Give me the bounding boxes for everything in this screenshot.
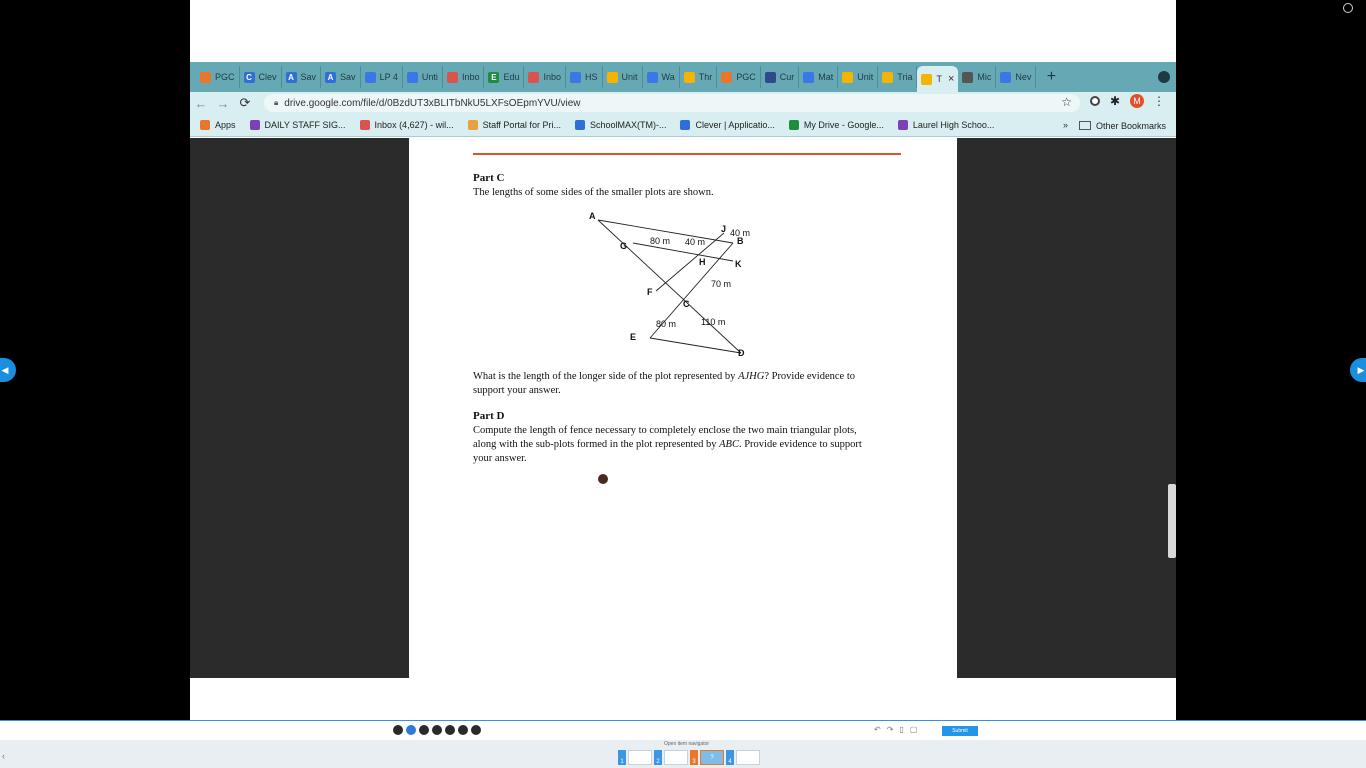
previous-arrow-icon[interactable]: ◀ [0,358,16,382]
page-thumbnail[interactable] [628,750,652,765]
bookmark-favicon-icon [680,120,690,130]
tab-favicon-icon: E [488,72,499,83]
measure-label: 110 m [701,317,726,327]
vertex-label: K [735,259,742,269]
page-number[interactable]: 4 [726,750,734,765]
tab-favicon-icon [365,72,376,83]
vertex-label: G [620,241,628,251]
browser-tab[interactable] [603,66,643,88]
tab-favicon-icon [607,72,618,83]
measure-label: 80 m [656,319,677,329]
tab-label: PGC [736,72,756,82]
question-emphasis: AJHG [738,371,765,382]
tab-favicon-icon: A [286,72,297,83]
new-tab-button[interactable]: + [1046,68,1057,85]
tab-label: HS [585,72,598,82]
bookmark-favicon-icon [468,120,478,130]
pointer-tool-icon[interactable] [393,725,403,735]
browser-tab[interactable] [643,66,680,88]
tab-label: Inbo [461,72,480,82]
browser-tab[interactable] [524,66,566,88]
bookmark-label: DAILY STAFF SIG... [264,120,346,130]
bookmark-item[interactable] [898,120,995,130]
browser-tab[interactable] [958,66,996,88]
part-d-title: Part D [473,410,505,422]
vertex-label: J [721,224,727,234]
browser-tab[interactable] [996,66,1036,88]
tab-favicon-icon [962,72,973,83]
tab-favicon-icon [882,72,893,83]
bookmark-label: SchoolMAX(TM)-... [589,120,667,130]
browser-tab[interactable] [196,66,240,88]
browser-tab[interactable] [282,66,322,88]
item-navigator [0,740,1366,768]
vertex-label: C [683,299,690,309]
tab-favicon-icon [842,72,853,83]
player-toolbar [0,720,1366,740]
browser-tab[interactable] [321,66,361,88]
part-d-body: . Provide evidence to support your answer. [473,439,862,464]
tab-favicon-icon [803,72,814,83]
calculator-icon[interactable]: ▯ [899,725,904,734]
browser-window [190,0,1176,720]
tab-label: Unit [857,72,874,82]
forward-arrow-icon[interactable]: → [216,95,230,111]
part-c-title: Part C [473,172,505,184]
bookmark-item[interactable] [575,120,667,130]
browser-menu-icon[interactable]: ⋮ [1153,94,1165,108]
settings-icon[interactable] [1343,3,1353,13]
tab-label: Inbo [543,72,562,82]
drive-file-viewer [190,138,1176,678]
tab-label: Unit [621,72,638,82]
bookmark-item[interactable] [468,120,561,130]
close-tab-icon[interactable]: × [947,73,955,85]
browser-tab[interactable] [761,66,800,88]
next-arrow-icon[interactable]: ▶ [1350,358,1366,382]
folder-icon [1079,121,1091,130]
browser-tab[interactable] [443,66,485,88]
measure-labels [650,228,750,329]
bookmark-favicon-icon [898,120,908,130]
vertex-label: A [589,211,596,221]
tab-label: Mat [818,72,834,82]
question-text: What is the length of the longer side of the plot represented by [473,371,739,382]
text-tool-icon[interactable] [432,725,442,735]
bookmark-label: Staff Portal for Pri... [482,120,561,130]
bookmark-label: My Drive - Google... [803,120,884,130]
measure-label: 80 m [650,236,671,246]
browser-tab[interactable] [484,66,524,88]
part-d-body: Compute the length of fence necessary to completely enclose the two main triangular plots, along with the sub-plots formed in the plot represented by [473,425,857,450]
browser-tab[interactable] [240,66,282,88]
tab-favicon-icon: C [244,72,255,83]
tab-label: T [936,74,942,84]
tab-favicon-icon [528,72,539,83]
reload-icon[interactable]: ⟳ [239,95,251,110]
part-d-text [473,424,878,466]
tab-favicon-icon [570,72,581,83]
back-arrow-icon[interactable]: ← [194,95,208,111]
vertex-label: H [699,257,706,267]
url-text: drive.google.com/file/d/0BzdUT3xBLITbNkU5LXFsOEpmYVU/view [284,97,581,109]
section-divider [473,153,901,155]
tab-favicon-icon [200,72,211,83]
browser-tab[interactable] [403,66,443,88]
browser-tab[interactable] [878,66,917,88]
tab-label: LP 4 [379,72,398,82]
browser-tab[interactable] [680,66,718,88]
bookmark-label: Clever | Applicatio... [695,120,775,130]
tab-favicon-icon [921,74,932,85]
tab-label: Edu [503,72,520,82]
part-d-emphasis: ABC [719,439,739,450]
tab-label: Nev [1015,72,1032,82]
viewer-scrollbar[interactable] [1168,484,1176,558]
bookmark-favicon-icon [575,120,585,130]
browser-tab[interactable] [361,66,403,88]
zoom-tool-icon[interactable] [458,725,468,735]
extensions-area [1090,94,1166,108]
bookmark-item[interactable] [680,120,774,130]
segment-GK [633,243,733,261]
tab-label: Wa [661,72,675,82]
browser-tab[interactable] [717,66,761,88]
highlighter-tool-icon[interactable] [419,725,429,735]
bookmark-favicon-icon [789,120,799,130]
page-number[interactable]: 2 [654,750,662,765]
tab-label: Thr [698,72,713,82]
part-c-intro: The lengths of some sides of the smaller plots are shown. [473,187,714,198]
tab-favicon-icon [721,72,732,83]
navigator-label[interactable]: Open item navigator [664,741,710,747]
bookmarks-bar [190,114,1176,137]
annotation-tools [393,725,481,735]
bookmark-item[interactable] [789,120,884,130]
bookmark-favicon-icon [200,120,210,130]
chevron-left-icon[interactable]: ‹ [2,751,5,761]
question-text: ? Provide evidence to support your answer. [473,371,855,396]
lock-icon: 🔒︎ [274,98,279,107]
tab-search-icon[interactable] [1158,71,1170,83]
measure-label: 40 m [685,237,706,247]
browser-tab[interactable] [566,66,603,88]
page-number[interactable]: 3 [690,750,698,765]
other-bookmarks-folder[interactable] [1079,114,1166,137]
vertex-label: B [737,236,744,246]
submit-button[interactable]: Submit [942,726,978,736]
tab-label: Mic [977,72,992,82]
browser-tab[interactable] [838,66,878,88]
measure-label: 70 m [711,279,732,289]
tab-favicon-icon [1000,72,1011,83]
bookmark-label: Inbox (4,627) - wil... [374,120,454,130]
triangle-figure [559,206,789,366]
browser-tab[interactable] [799,66,838,88]
vertex-label: E [630,332,637,342]
page-thumbnail[interactable] [664,750,688,765]
address-bar [190,92,1176,114]
redo-icon[interactable]: ↷ [886,725,894,734]
bookmark-item[interactable] [360,120,454,130]
measure-label: 40 m [730,228,751,238]
tab-favicon-icon: A [325,72,336,83]
tab-label: Sav [300,72,317,82]
tab-label: Sav [340,72,356,82]
tab-label: Tria [897,72,913,82]
tab-label: PGC [215,72,235,82]
bookmark-item[interactable] [200,120,236,130]
bookmark-favicon-icon [250,120,260,130]
tab-favicon-icon [684,72,695,83]
other-bookmarks-label: Other Bookmarks [1095,120,1166,131]
clear-tool-icon[interactable] [471,725,481,735]
tab-favicon-icon [647,72,658,83]
tab-label: Unti [421,72,438,82]
tab-favicon-icon [765,72,776,83]
vertex-label: F [647,287,653,297]
tab-label: Clev [258,72,277,82]
page-number[interactable]: 1 [618,750,626,765]
pointer-dot [598,474,608,484]
bookmark-favicon-icon [360,120,370,130]
eraser-tool-icon[interactable] [445,725,455,735]
lock-tool-icon[interactable]: ▢ [909,725,918,734]
tab-favicon-icon [447,72,458,83]
bookmark-item[interactable] [250,120,346,130]
extensions-puzzle-icon[interactable]: ✱ [1109,94,1121,108]
bookmarks-overflow-button[interactable]: » [1062,120,1068,130]
url-field[interactable] [264,94,1080,112]
extension-circle-icon[interactable] [1090,96,1100,106]
undo-icon[interactable]: ↶ [874,725,881,734]
tab-favicon-icon [407,72,418,83]
pen-tool-icon[interactable] [406,725,416,735]
browser-top-margin [190,0,1176,62]
vertex-label: D [738,348,745,358]
part-c-question [473,370,878,398]
page-list [618,750,760,765]
tab-strip [190,62,1176,92]
browser-bottom-margin [190,678,1176,720]
bookmark-label: Laurel High Schoo... [912,120,995,130]
document-page [409,138,957,678]
profile-avatar[interactable]: M [1130,94,1144,108]
bookmark-label: Apps [215,120,236,130]
tab-label: Cur [779,72,795,82]
browser-tab[interactable] [917,66,958,92]
bookmark-star-icon[interactable]: ☆ [1061,95,1072,109]
history-tools [874,725,917,734]
page-thumbnail[interactable] [736,750,760,765]
page-thumbnail[interactable]: ? [700,750,724,765]
